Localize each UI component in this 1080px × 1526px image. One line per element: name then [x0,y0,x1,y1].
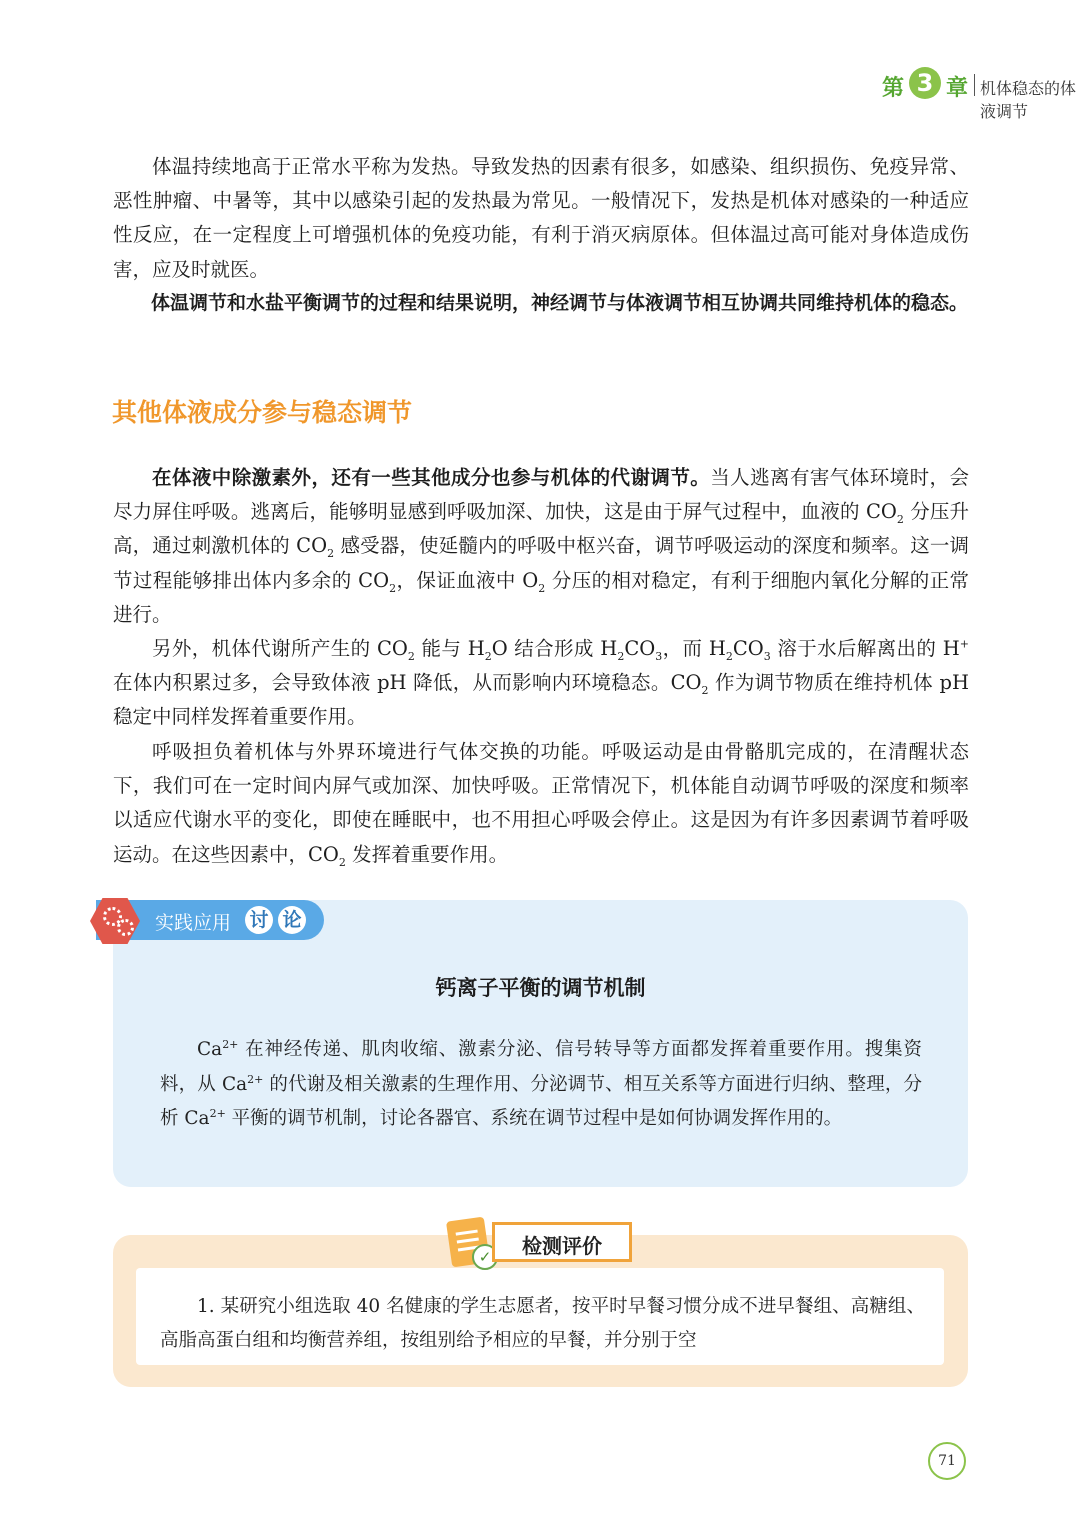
paragraph-co2-regulation: 在体液中除激素外，还有一些其他成分也参与机体的代谢调节。当人逃离有害气体环境时，会尽力屏住呼吸。逃离后，能够明显感到呼吸加深、加快，这是由于屏气过程中，血液的 $CO_2$ 分压升高，通过刺激机体的 $CO_2$ 感受器，使延髓内的呼吸中枢兴奋，调节呼吸运动的深度和频率。这一调节过程能够排出体内多余的 $CO_2$，保证血液中 $O_2$ 分压的相对稳定，有利于细胞内氧化分解的正常进行。 [113,466,970,626]
practice-title: 钙离子平衡的调节机制 [435,976,646,1000]
practice-tag-label: 实践应用 [155,912,232,934]
practice-body: $Ca^{2+}$ 在神经传递、肌肉收缩、激素分泌、信号转导等方面都发挥着重要作用。搜集资料，从 $Ca^{2+}$ 的代谢及相关激素的生理作用、分泌调节、相互关系等方面进行归纳、整理，分析 $Ca^{2+}$ 平衡的调节机制，讨论各器官、系统在调节过程中是如何协调发挥作用的。 [160,1037,922,1129]
paragraph-ph-regulation: 另外，机体代谢所产生的 $CO_2$ 能与 $H_2O$ 结合形成 $H_2CO_3$，而 $H_2CO_3$ 溶于水后解离出的 H+ 在体内积累过多，会导致体液 pH 降低，从而影响内环境稳态。$CO_2$ 作为调节物质在维持机体 pH 稳定中同样发挥着重要作用。 [113,637,970,729]
evaluation-question-1: 1. 某研究小组选取 40 名健康的学生志愿者，按平时早餐习惯分成不进早餐组、高糖组、高脂高蛋白组和均衡营养组，按组别给予相应的早餐，并分别于空 [160,1296,925,1351]
page-number: 71 [928,1442,966,1480]
lead-sentence: 在体液中除激素外，还有一些其他成分也参与机体的代谢调节。 [152,466,711,489]
section-title: 其他体液成分参与稳态调节 [112,398,413,427]
chapter-title: 机体稳态的体液调节 [980,79,1077,121]
evaluation-title: 检测评价 [522,1234,602,1258]
header-divider [974,74,975,96]
paragraph-summary: 体温调节和水盐平衡调节的过程和结果说明，神经调节与体液调节相互协调共同维持机体的稳态。 [151,292,969,314]
chapter-prefix: 第 [882,76,905,101]
chapter-header [620,69,1080,121]
evaluation-tag [492,1222,632,1262]
tag-char-discuss-1: 讨 [245,906,273,934]
paragraph-fever: 体温持续地高于正常水平称为发热。导致发热的因素有很多，如感染、组织损伤、免疫异常、恶性肿瘤、中暑等，其中以感染引起的发热最为常见。一般情况下，发热是机体对感染的一种适应性反应，在一定程度上可增强机体的免疫功能，有利于消灭病原体。但体温过高可能对身体造成伤害，应及时就医。 [113,155,969,281]
paragraph-breathing: 呼吸担负着机体与外界环境进行气体交换的功能。呼吸运动是由骨骼肌完成的，在清醒状态下，我们可在一定时间内屏气或加深、加快呼吸。正常情况下，机体能自动调节呼吸的深度和频率以适应代谢水平的变化，即使在睡眠中，也不用担心呼吸会停止。这是因为有许多因素调节着呼吸运动。在这些因素中，$CO_2$ 发挥着重要作用。 [113,740,969,869]
chapter-number-badge: 3 [909,67,941,99]
checkmark-icon: ✓ [472,1244,498,1270]
chapter-suffix: 章 [946,76,969,101]
tag-char-discuss-2: 论 [278,906,306,934]
